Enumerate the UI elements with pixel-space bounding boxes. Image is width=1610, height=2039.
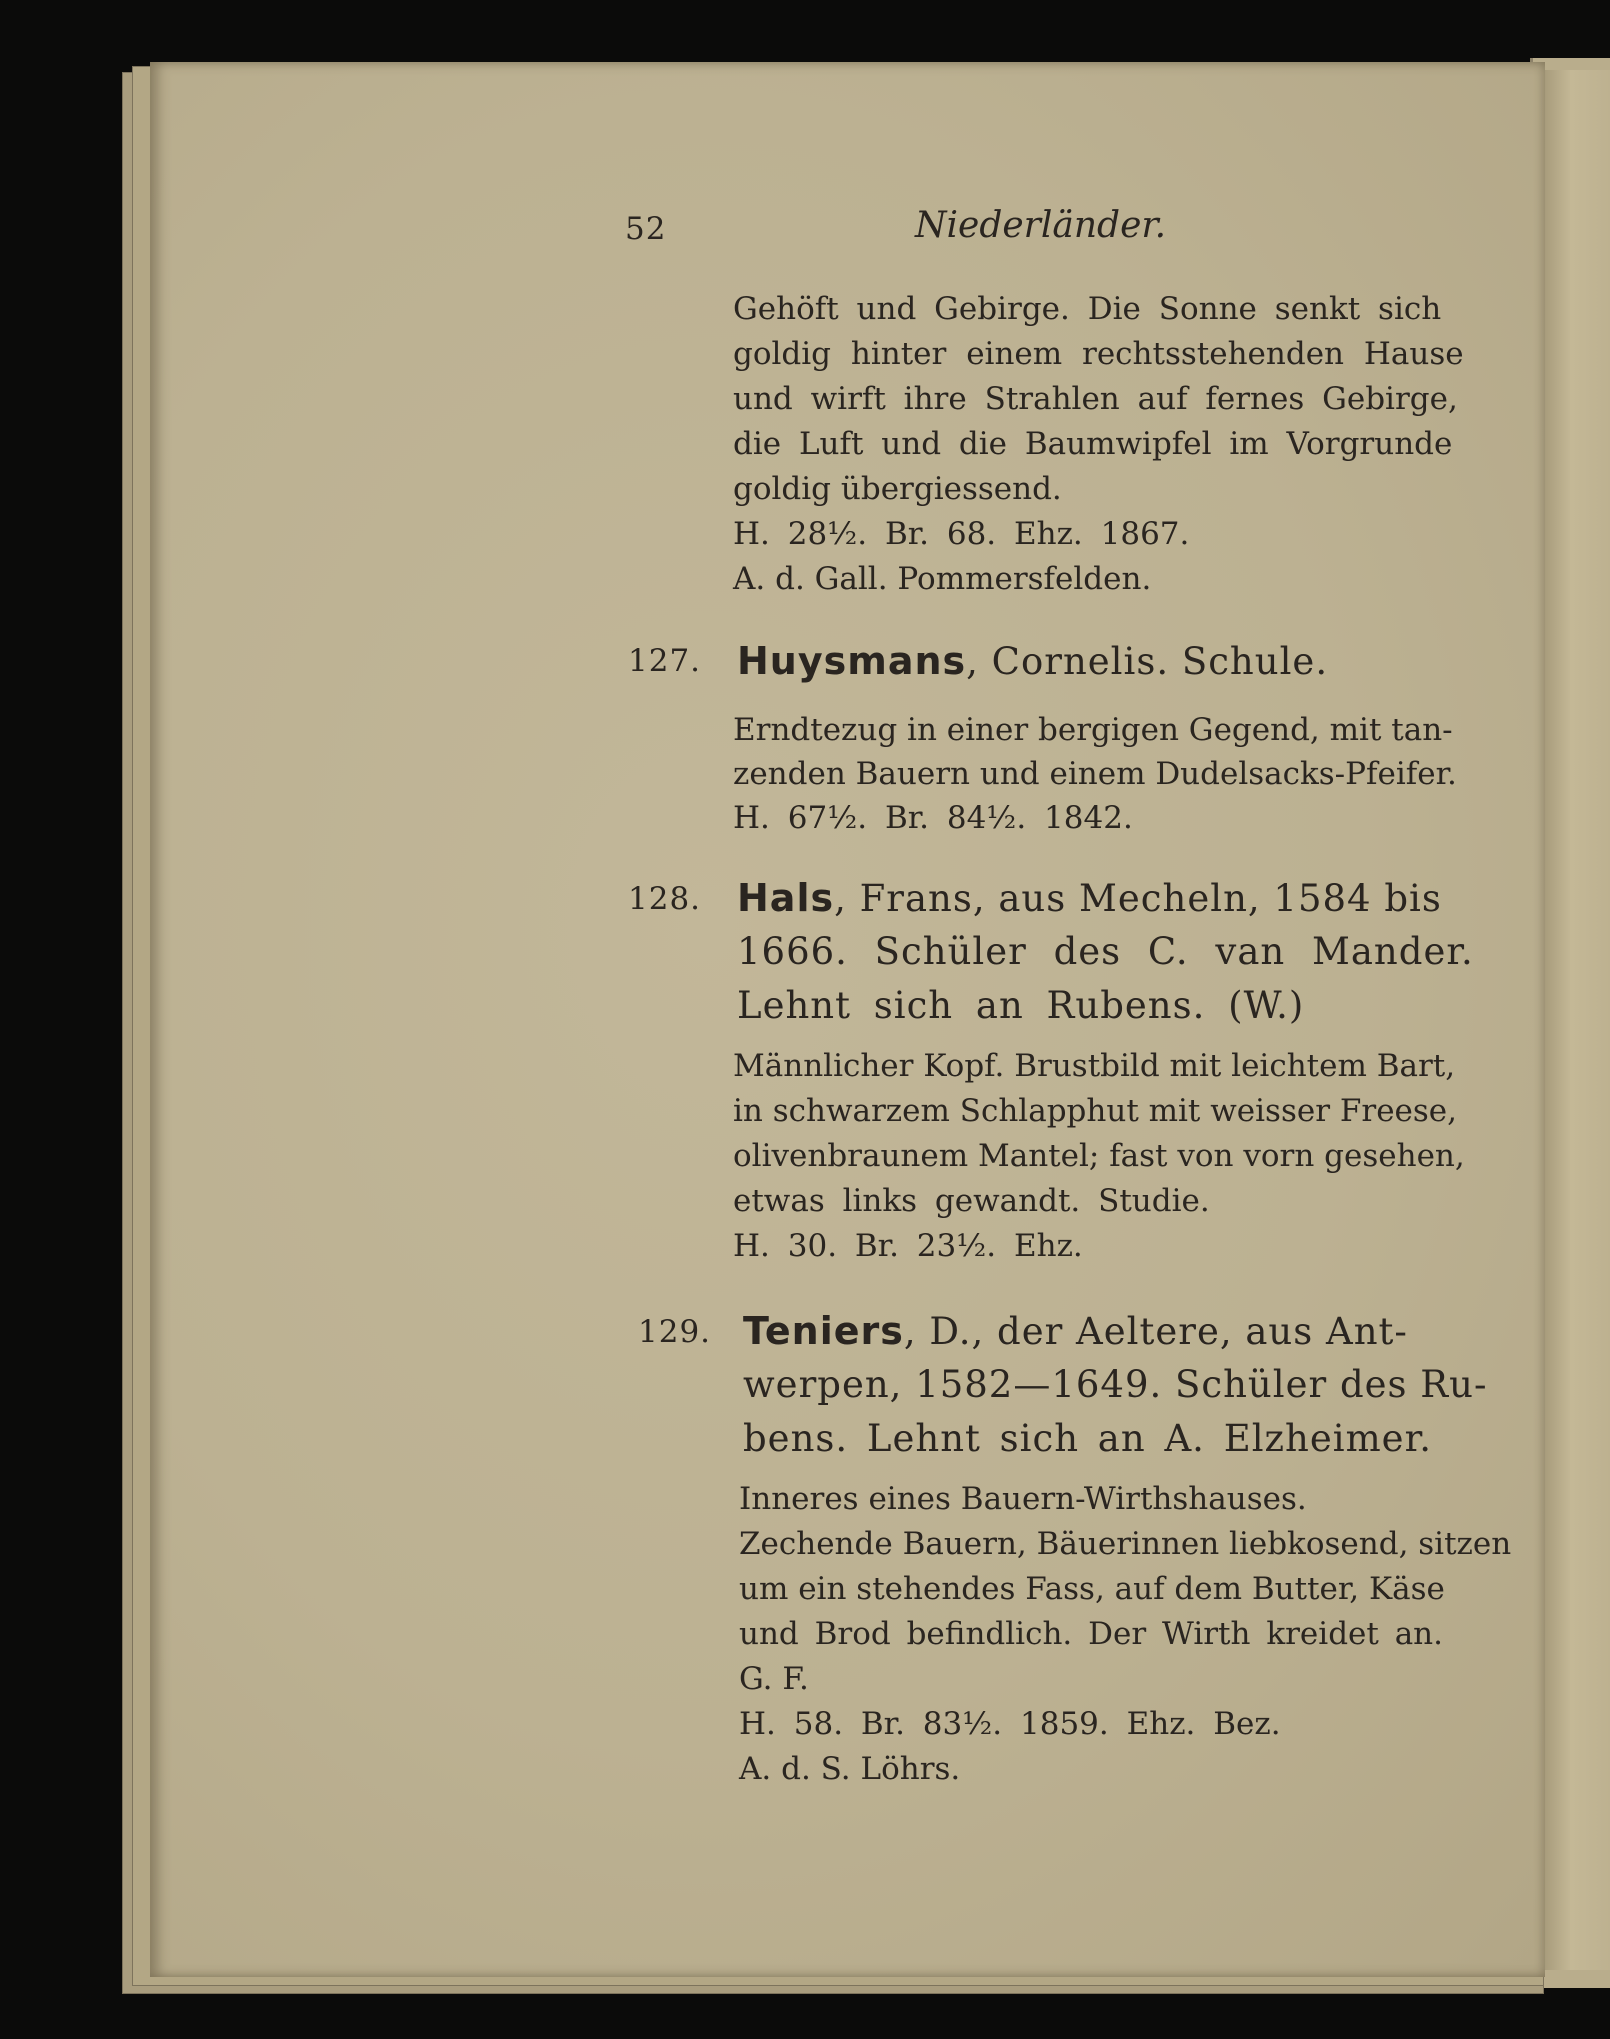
entry-heading bbox=[743, 1309, 1408, 1353]
text-line: und Brod befindlich. Der Wirth kreidet an. bbox=[739, 1616, 1443, 1652]
measurements-line: H. 28½. Br. 68. Ehz. 1867. bbox=[733, 516, 1190, 552]
heading-line: bens. Lehnt sich an A. Elzheimer. bbox=[743, 1417, 1432, 1460]
measurements-line: H. 30. Br. 23½. Ehz. bbox=[733, 1228, 1083, 1264]
heading-rest: , Cornelis. Schule. bbox=[966, 640, 1329, 683]
text-line: zenden Bauern und einem Dudelsacks-Pfeifer. bbox=[733, 756, 1457, 792]
text-line: etwas links gewandt. Studie. bbox=[733, 1183, 1210, 1219]
text-line: die Luft und die Baumwipfel im Vorgrunde bbox=[733, 426, 1453, 462]
measurements-line: H. 58. Br. 83½. 1859. Ehz. Bez. bbox=[739, 1706, 1281, 1742]
provenance-line: A. d. Gall. Pommersfelden. bbox=[733, 561, 1152, 597]
book-page bbox=[150, 62, 1545, 1977]
artist-name: Huysmans bbox=[737, 639, 967, 683]
text-line: olivenbraunem Mantel; fast von vorn gesehen, bbox=[733, 1138, 1465, 1174]
text-line: Männlicher Kopf. Brustbild mit leichtem Bart, bbox=[733, 1048, 1456, 1084]
running-title: Niederländer. bbox=[915, 205, 1167, 246]
text-line: in schwarzem Schlapphut mit weisser Freese, bbox=[733, 1093, 1458, 1129]
text-line: um ein stehendes Fass, auf dem Butter, Käse bbox=[739, 1571, 1445, 1607]
back-cover-surface bbox=[1545, 70, 1610, 1970]
artist-name: Teniers bbox=[743, 1309, 904, 1353]
entry-number: 127. bbox=[628, 643, 702, 679]
text-line: Erndtezug in einer bergigen Gegend, mit tan- bbox=[733, 712, 1453, 748]
entry-number: 129. bbox=[638, 1314, 712, 1350]
heading-line: 1666. Schüler des C. van Mander. bbox=[737, 930, 1474, 973]
heading-line: werpen, 1582—1649. Schüler des Ru- bbox=[743, 1363, 1488, 1406]
text-line: Zechende Bauern, Bäuerinnen liebkosend, sitzen bbox=[739, 1526, 1512, 1562]
measurements-line: H. 67½. Br. 84½. 1842. bbox=[733, 800, 1133, 836]
text-line: Gehöft und Gebirge. Die Sonne senkt sich bbox=[733, 291, 1442, 327]
text-line: goldig übergiessend. bbox=[733, 471, 1062, 507]
page-number: 52 bbox=[625, 211, 667, 247]
text-line: und wirft ihre Strahlen auf fernes Gebirge, bbox=[733, 381, 1458, 417]
text-line: goldig hinter einem rechtsstehenden Hause bbox=[733, 336, 1464, 372]
text-line: G. F. bbox=[739, 1661, 809, 1697]
text-line: Inneres eines Bauern-Wirthshauses. bbox=[739, 1481, 1307, 1517]
heading-rest: , Frans, aus Mecheln, 1584 bis bbox=[834, 877, 1442, 920]
entry-number: 128. bbox=[628, 881, 702, 917]
entry-heading bbox=[737, 876, 1442, 920]
heading-line: Lehnt sich an Rubens. (W.) bbox=[737, 984, 1305, 1027]
artist-name: Hals bbox=[737, 876, 835, 920]
provenance-line: A. d. S. Löhrs. bbox=[739, 1751, 961, 1787]
entry-heading bbox=[737, 639, 1329, 683]
heading-rest: , D., der Aeltere, aus Ant- bbox=[903, 1310, 1408, 1353]
